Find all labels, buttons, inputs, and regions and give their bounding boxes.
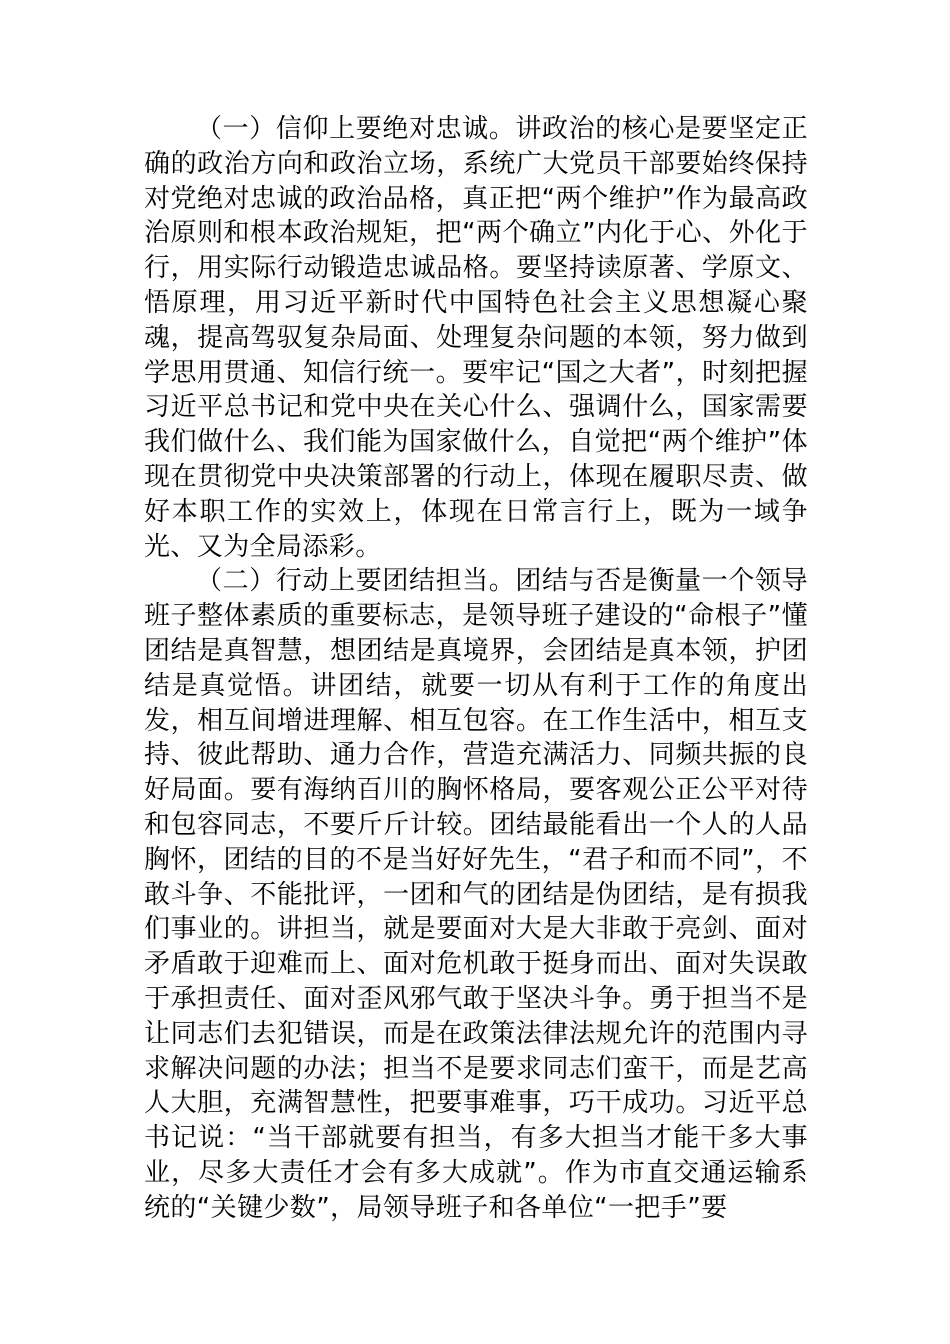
paragraph-unity-responsibility: （二）行动上要团结担当。团结与否是衡量一个领导班子整体素质的重要标志，是领导班子建设的“命根子”懂团结是真智慧，想团结是真境界，会团结是真本领，护团结是真觉悟。讲团结，就要一切从有利于工作的角度出发，相互间增进理解、相互包容。在工作生活中，相互支持、彼此帮助、通力合作，营造充满活力、同频共振的良好局面。要有海纳百川的胸怀格局，要客观公正公平对待和包容同志，不要斤斤计较。团结最能看出一个人的人品胸怀，团结的目的不是当好好先生，“君子和而不同”，不敢斗争、不能批评，一团和气的团结是伪团结，是有损我们事业的。讲担当，就是要面对大是大非敢于亮剑、面对矛盾敢于迎难而上、面对危机敢于挺身而出、面对失误敢于承担责任、面对歪风邪气敢于坚决斗争。勇于担当不是让同志们去犯错误，而是在政策法律法规允许的范围内寻求解决问题的办法；担当不是要求同志们蛮干，而是艺高人大胆，充满智慧性，把要事难事，巧干成功。习近平总书记说：“当干部就要有担当，有多大担当才能干多大事业，尽多大责任才会有多大成就”。作为市直交通运输系统的“关键少数”，局领导班子和各单位“一把手”要 (144, 566, 808, 1223)
document-page (144, 112, 808, 1226)
paragraph-loyalty: （一）信仰上要绝对忠诚。讲政治的核心是要坚定正确的政治方向和政治立场，系统广大党员干部要始终保持对党绝对忠诚的政治品格，真正把“两个维护”作为最高政治原则和根本政治规矩，把“两个确立”内化于心、外化于行，用实际行动锻造忠诚品格。要坚持读原著、学原文、悟原理，用习近平新时代中国特色社会主义思想凝心聚魂，提高驾驭复杂局面、处理复杂问题的本领，努力做到学思用贯通、知信行统一。要牢记“国之大者”，时刻把握习近平总书记和党中央在关心什么、强调什么，国家需要我们做什么、我们能为国家做什么，自觉把“两个维护”体现在贯彻党中央决策部署的行动上，体现在履职尽责、做好本职工作的实效上，体现在日常言行上，既为一域争光、又为全局添彩。 (144, 114, 808, 562)
